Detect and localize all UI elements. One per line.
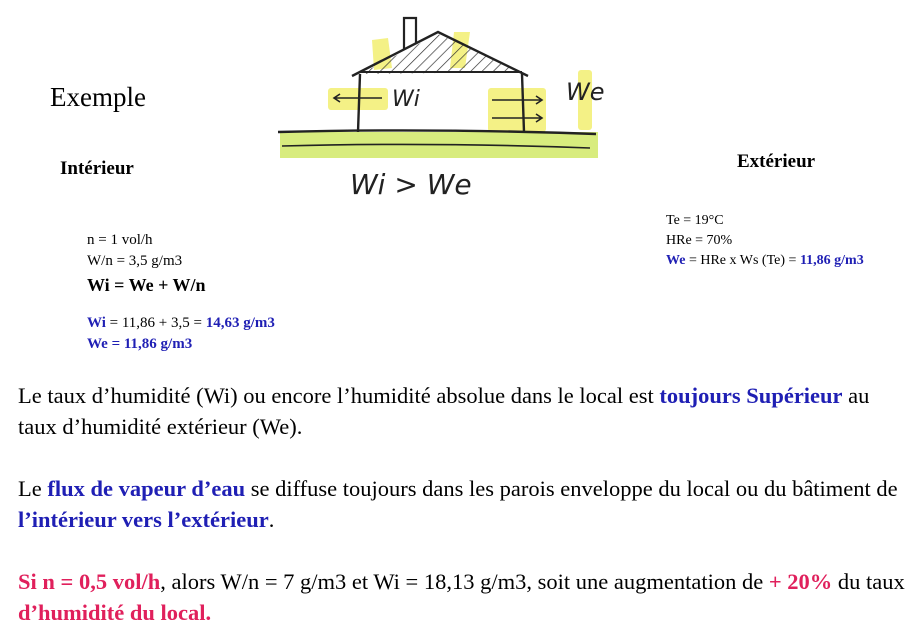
p1-text-2: au taux d’humidité extérieur (We). — [18, 383, 870, 439]
p1-emphasis: toujours Supérieur — [659, 383, 843, 408]
wi-calc-expr: = 11,86 + 3,5 = — [105, 315, 206, 331]
p3-text-2: du taux — [832, 569, 905, 594]
p3-emphasis-1: Si n = 0,5 vol/h — [18, 569, 161, 594]
explanation-text — [18, 380, 908, 628]
interieur-block — [87, 230, 275, 355]
exterieur-hre: HRe = 70% — [666, 233, 733, 248]
p2-text-1: Le — [18, 476, 48, 501]
we-calc-label: We — [666, 253, 686, 268]
p1-text-1: Le taux d’humidité (Wi) ou encore l’humidité absolue dans le local est — [18, 383, 660, 408]
exterieur-te: Te = 19°C — [666, 213, 724, 228]
interieur-wi-calc — [87, 313, 275, 334]
p2-emphasis-1: flux de vapeur d’eau — [47, 476, 246, 501]
sketch-relation: Wi > We — [350, 168, 472, 201]
p2-text-3: . — [268, 507, 275, 532]
wi-calc-label: Wi — [87, 315, 106, 331]
interieur-formula: Wi = We + W/n — [87, 275, 206, 295]
p3-emphasis-3: d’humidité du local. — [18, 600, 212, 625]
sketch-wi-label: Wi — [392, 87, 420, 112]
interieur-heading: Intérieur — [60, 158, 134, 179]
p3-text-1: , alors W/n = 7 g/m3 et Wi = 18,13 g/m3, soit une augmentation de — [160, 569, 769, 594]
slide-title: Exemple — [50, 82, 146, 112]
p2-text-2: se diffuse toujours dans les parois enveloppe du local ou du bâtiment de — [245, 476, 898, 501]
p3-emphasis-2: + 20% — [768, 569, 833, 594]
p2-emphasis-2: l’intérieur vers l’extérieur — [18, 507, 269, 532]
interieur-wn: W/n = 3,5 g/m3 — [87, 253, 183, 269]
wi-calc-result: 14,63 g/m3 — [205, 315, 275, 331]
paragraph-2 — [18, 473, 908, 535]
interieur-n: n = 1 vol/h — [87, 232, 153, 248]
we-calc-result: 11,86 g/m3 — [799, 253, 864, 268]
interieur-we-line: We = 11,86 g/m3 — [87, 336, 193, 352]
sketch-we-label: We — [566, 78, 605, 106]
exterieur-we-calc — [666, 251, 864, 271]
paragraph-3 — [18, 566, 908, 628]
paragraph-1 — [18, 380, 908, 442]
we-calc-expr: = HRe x Ws (Te) = — [685, 253, 800, 268]
exterieur-block — [666, 211, 864, 271]
exterieur-heading: Extérieur — [737, 151, 816, 172]
house-sketch — [260, 10, 620, 210]
